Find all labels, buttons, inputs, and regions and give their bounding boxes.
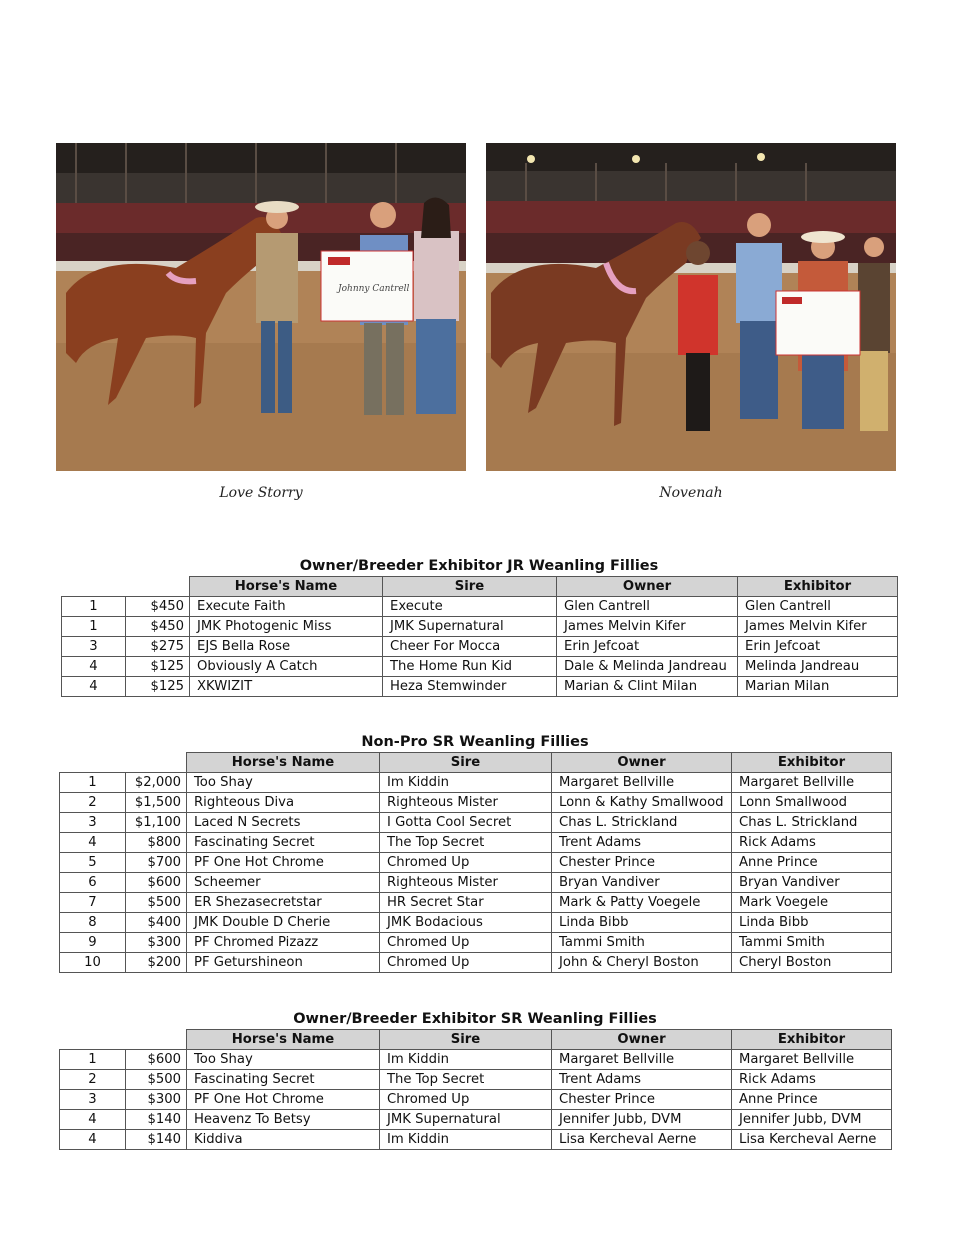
- owner: Trent Adams: [552, 1070, 732, 1090]
- owner: Tammi Smith: [552, 933, 732, 953]
- prize: $140: [126, 1110, 187, 1130]
- sire: Chromed Up: [380, 853, 552, 873]
- place: 2: [60, 1070, 126, 1090]
- place: 8: [60, 913, 126, 933]
- sire: The Home Run Kid: [383, 657, 557, 677]
- prize: $400: [126, 913, 187, 933]
- table-row: [60, 1090, 892, 1110]
- column-header-owner: Owner: [552, 753, 732, 773]
- prize: $300: [126, 933, 187, 953]
- table-row: [60, 773, 892, 793]
- owner: John & Cheryl Boston: [552, 953, 732, 973]
- table-row: [62, 637, 898, 657]
- place: 3: [60, 1090, 126, 1110]
- place: 3: [60, 813, 126, 833]
- owner: Margaret Bellville: [552, 773, 732, 793]
- sire: Execute: [383, 597, 557, 617]
- owner: Chester Prince: [552, 1090, 732, 1110]
- owner: Mark & Patty Voegele: [552, 893, 732, 913]
- exhibitor: Lisa Kercheval Aerne: [732, 1130, 892, 1150]
- place: 10: [60, 953, 126, 973]
- exhibitor: James Melvin Kifer: [738, 617, 898, 637]
- exhibitor: Chas L. Strickland: [732, 813, 892, 833]
- horse-name: PF One Hot Chrome: [187, 1090, 380, 1110]
- results-table: [59, 752, 892, 973]
- prize: $125: [126, 677, 190, 697]
- sire: Im Kiddin: [380, 1130, 552, 1150]
- results-table: [59, 1029, 892, 1150]
- place: 1: [62, 617, 126, 637]
- owner: Lisa Kercheval Aerne: [552, 1130, 732, 1150]
- prize: $800: [126, 833, 187, 853]
- column-header-owner: Owner: [557, 577, 738, 597]
- place: 9: [60, 933, 126, 953]
- check-text: Johnny Cantrell: [338, 284, 410, 294]
- table-row: [60, 933, 892, 953]
- exhibitor: Marian Milan: [738, 677, 898, 697]
- prize: $140: [126, 1130, 187, 1150]
- place: 4: [60, 1110, 126, 1130]
- photo-novenah-image: [486, 143, 896, 471]
- photo-caption-novenah: Novenah: [659, 485, 723, 501]
- place: 1: [60, 1050, 126, 1070]
- prize: $600: [126, 1050, 187, 1070]
- owner: Dale & Melinda Jandreau: [557, 657, 738, 677]
- owner: Linda Bibb: [552, 913, 732, 933]
- table-row: [60, 893, 892, 913]
- sire: Chromed Up: [380, 933, 552, 953]
- results-table-nonpro-sr-weanling: [59, 732, 891, 973]
- sire: The Top Secret: [380, 833, 552, 853]
- sire: Im Kiddin: [380, 773, 552, 793]
- horse-name: Execute Faith: [190, 597, 383, 617]
- exhibitor: Linda Bibb: [732, 913, 892, 933]
- owner: Marian & Clint Milan: [557, 677, 738, 697]
- owner: James Melvin Kifer: [557, 617, 738, 637]
- table-row: [60, 1110, 892, 1130]
- table-title: Non-Pro SR Weanling Fillies: [361, 734, 589, 750]
- horse-name: Fascinating Secret: [187, 1070, 380, 1090]
- owner: Chas L. Strickland: [552, 813, 732, 833]
- prize: $1,500: [126, 793, 187, 813]
- prize: $600: [126, 873, 187, 893]
- exhibitor: Cheryl Boston: [732, 953, 892, 973]
- sire: Chromed Up: [380, 1090, 552, 1110]
- table-title: Owner/Breeder Exhibitor JR Weanling Fillies: [299, 558, 659, 574]
- sire: Righteous Mister: [380, 873, 552, 893]
- results-table-jr-weanling: [61, 556, 897, 697]
- table-row: [60, 833, 892, 853]
- place: 5: [60, 853, 126, 873]
- prize: $700: [126, 853, 187, 873]
- exhibitor: Tammi Smith: [732, 933, 892, 953]
- horse-name: ER Shezasecretstar: [187, 893, 380, 913]
- exhibitor: Jennifer Jubb, DVM: [732, 1110, 892, 1130]
- horse-name: JMK Photogenic Miss: [190, 617, 383, 637]
- header-row: [62, 577, 898, 597]
- table-row: [62, 617, 898, 637]
- photo-novenah: [486, 143, 896, 471]
- horse-name: Kiddiva: [187, 1130, 380, 1150]
- sire: Cheer For Mocca: [383, 637, 557, 657]
- exhibitor: Mark Voegele: [732, 893, 892, 913]
- prize: $125: [126, 657, 190, 677]
- photo-love-storry-image: [56, 143, 466, 471]
- exhibitor: Rick Adams: [732, 833, 892, 853]
- place: 7: [60, 893, 126, 913]
- column-header-horse: Horse's Name: [190, 577, 383, 597]
- header-row: [60, 1030, 892, 1050]
- photo-love-storry: [56, 143, 466, 471]
- horse-name: Too Shay: [187, 773, 380, 793]
- owner: Margaret Bellville: [552, 1050, 732, 1070]
- prize: $275: [126, 637, 190, 657]
- exhibitor: Lonn Smallwood: [732, 793, 892, 813]
- column-header-exhibitor: Exhibitor: [732, 1030, 892, 1050]
- horse-name: JMK Double D Cherie: [187, 913, 380, 933]
- horse-name: Scheemer: [187, 873, 380, 893]
- horse-name: Fascinating Secret: [187, 833, 380, 853]
- place: 1: [62, 597, 126, 617]
- results-table: [61, 576, 898, 697]
- photo-caption-love-storry: Love Storry: [219, 485, 303, 501]
- prize: $2,000: [126, 773, 187, 793]
- table-row: [60, 913, 892, 933]
- sire: HR Secret Star: [380, 893, 552, 913]
- table-row: [60, 1130, 892, 1150]
- exhibitor: Erin Jefcoat: [738, 637, 898, 657]
- table-row: [62, 677, 898, 697]
- owner: Jennifer Jubb, DVM: [552, 1110, 732, 1130]
- table-row: [62, 597, 898, 617]
- sire: JMK Bodacious: [380, 913, 552, 933]
- exhibitor: Anne Prince: [732, 1090, 892, 1110]
- place: 4: [62, 657, 126, 677]
- owner: Chester Prince: [552, 853, 732, 873]
- exhibitor: Margaret Bellville: [732, 1050, 892, 1070]
- horse-name: Heavenz To Betsy: [187, 1110, 380, 1130]
- column-header-exhibitor: Exhibitor: [732, 753, 892, 773]
- prize: $450: [126, 597, 190, 617]
- prize: $500: [126, 1070, 187, 1090]
- horse-name: Too Shay: [187, 1050, 380, 1070]
- exhibitor: Rick Adams: [732, 1070, 892, 1090]
- results-table-ob-sr-weanling: [59, 1009, 891, 1150]
- table-row: [60, 873, 892, 893]
- horse-name: Righteous Diva: [187, 793, 380, 813]
- prize: $450: [126, 617, 190, 637]
- exhibitor: Bryan Vandiver: [732, 873, 892, 893]
- place: 3: [62, 637, 126, 657]
- header-row: [60, 753, 892, 773]
- prize: $200: [126, 953, 187, 973]
- column-header-exhibitor: Exhibitor: [738, 577, 898, 597]
- sire: JMK Supernatural: [380, 1110, 552, 1130]
- owner: Erin Jefcoat: [557, 637, 738, 657]
- column-header-owner: Owner: [552, 1030, 732, 1050]
- table-row: [60, 953, 892, 973]
- sire: Chromed Up: [380, 953, 552, 973]
- sire: The Top Secret: [380, 1070, 552, 1090]
- place: 2: [60, 793, 126, 813]
- owner: Trent Adams: [552, 833, 732, 853]
- prize: $1,100: [126, 813, 187, 833]
- horse-name: PF Chromed Pizazz: [187, 933, 380, 953]
- column-header-horse: Horse's Name: [187, 753, 380, 773]
- exhibitor: Melinda Jandreau: [738, 657, 898, 677]
- table-row: [60, 853, 892, 873]
- table-title: Owner/Breeder Exhibitor SR Weanling Fillies: [293, 1011, 657, 1027]
- horse-name: PF One Hot Chrome: [187, 853, 380, 873]
- exhibitor: Margaret Bellville: [732, 773, 892, 793]
- place: 6: [60, 873, 126, 893]
- exhibitor: Anne Prince: [732, 853, 892, 873]
- column-header-sire: Sire: [380, 1030, 552, 1050]
- table-row: [60, 793, 892, 813]
- horse-name: XKWIZIT: [190, 677, 383, 697]
- place: 4: [62, 677, 126, 697]
- sire: Im Kiddin: [380, 1050, 552, 1070]
- table-row: [62, 657, 898, 677]
- column-header-sire: Sire: [383, 577, 557, 597]
- sire: Righteous Mister: [380, 793, 552, 813]
- prize: $300: [126, 1090, 187, 1110]
- place: 4: [60, 833, 126, 853]
- sire: JMK Supernatural: [383, 617, 557, 637]
- prize: $500: [126, 893, 187, 913]
- horse-name: EJS Bella Rose: [190, 637, 383, 657]
- place: 1: [60, 773, 126, 793]
- horse-name: Laced N Secrets: [187, 813, 380, 833]
- table-row: [60, 1070, 892, 1090]
- owner: Bryan Vandiver: [552, 873, 732, 893]
- owner: Lonn & Kathy Smallwood: [552, 793, 732, 813]
- place: 4: [60, 1130, 126, 1150]
- column-header-horse: Horse's Name: [187, 1030, 380, 1050]
- column-header-sire: Sire: [380, 753, 552, 773]
- sire: Heza Stemwinder: [383, 677, 557, 697]
- horse-name: PF Geturshineon: [187, 953, 380, 973]
- horse-name: Obviously A Catch: [190, 657, 383, 677]
- exhibitor: Glen Cantrell: [738, 597, 898, 617]
- table-row: [60, 1050, 892, 1070]
- table-row: [60, 813, 892, 833]
- owner: Glen Cantrell: [557, 597, 738, 617]
- sire: I Gotta Cool Secret: [380, 813, 552, 833]
